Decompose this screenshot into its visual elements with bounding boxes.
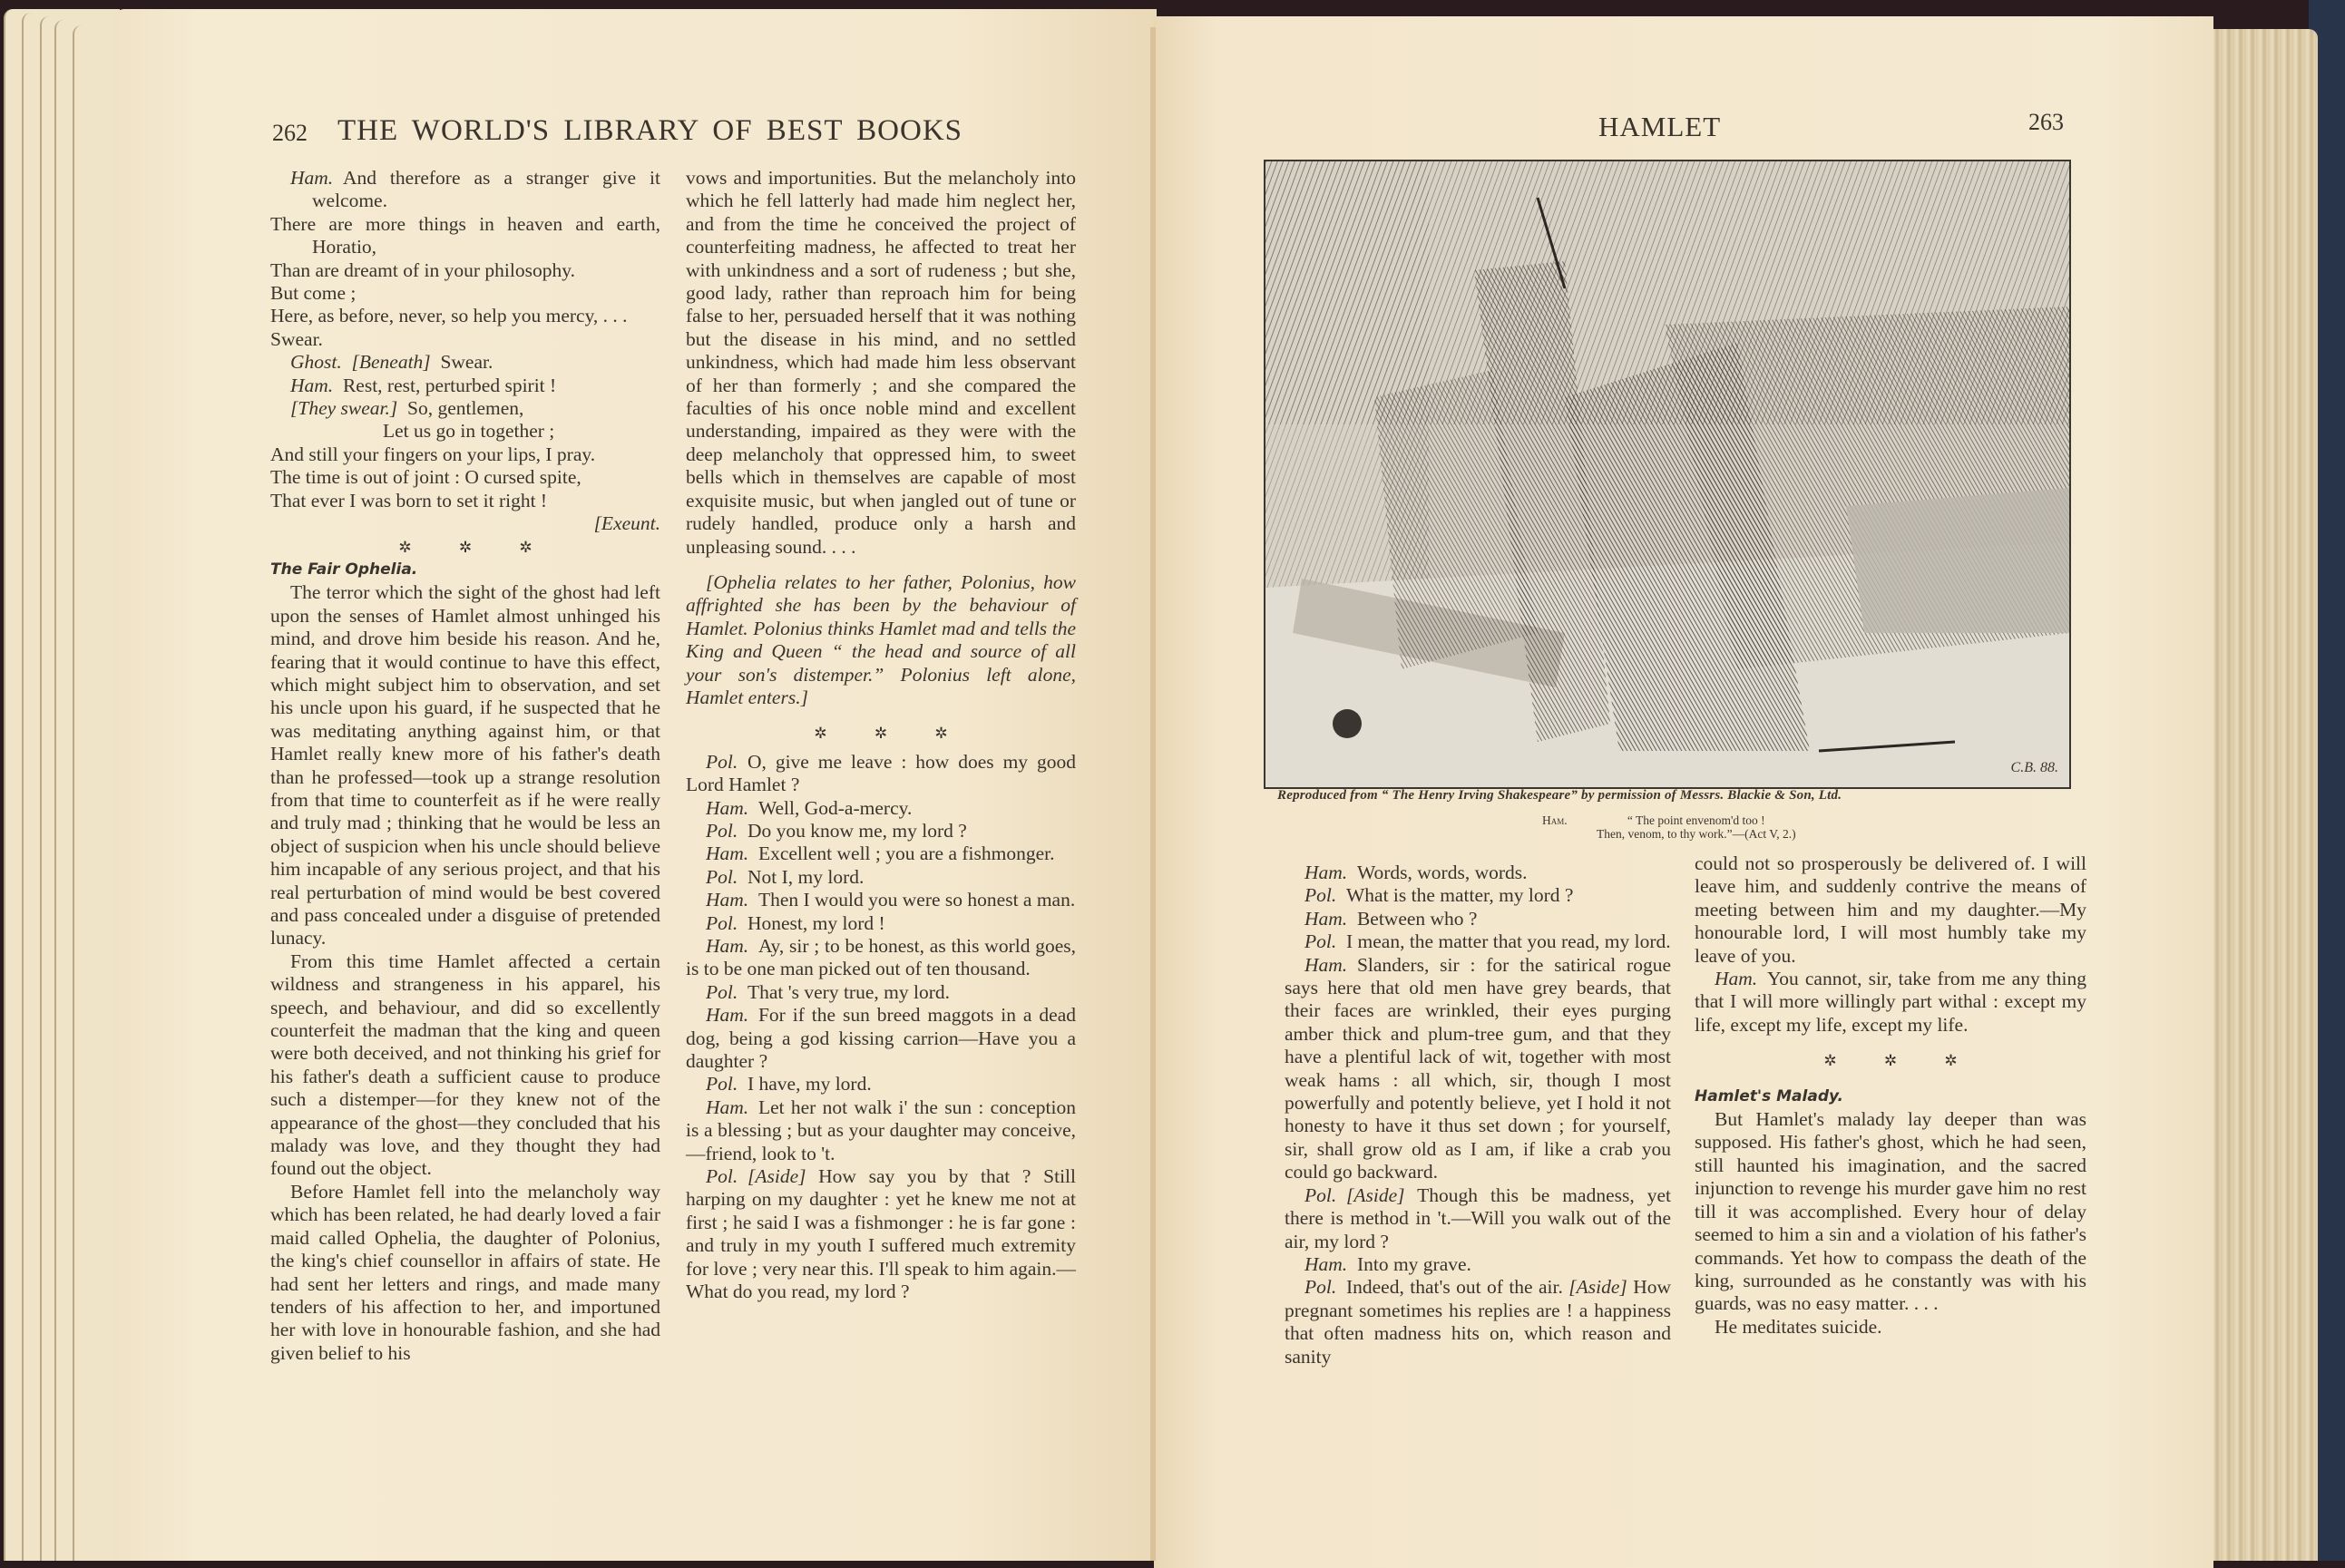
spacer xyxy=(686,709,1076,722)
verse-text: Than are dreamt of in your philosophy. xyxy=(270,258,575,281)
dialogue-line xyxy=(686,912,1076,935)
right-column-1 xyxy=(1285,862,1671,1368)
dialogue-text: Indeed, that's out of the air. xyxy=(1345,1276,1563,1299)
left-column-2 xyxy=(686,167,1076,1304)
verse-text: Rest, rest, perturbed spirit ! xyxy=(342,374,557,396)
dialogue-text: What is the matter, my lord ? xyxy=(1345,884,1574,907)
spacer xyxy=(686,559,1076,571)
stage-note: [Ophelia relates to her father, Polonius, how affrighted she has been by the behaviour of Hamlet. Polonius thinks Hamlet mad and tells the King and Queen “ the head and source of all your son's distemper.” Polonius left alone, Hamlet enters.] xyxy=(686,570,1076,708)
paragraph: The terror which the sight of the ghost had left upon the senses of Hamlet almost unhinged his mind, and drove him beside his reason. And he, fearing that it would continue to have this effect, which might subject him to observation, and set his uncle upon his guard, if he suspected that he was meditating anything against him, or that Hamlet really knew more of his father's death than he professed—took up a strange resolution from that time to counterfeit as if he were really and truly mad ; thinking that he would be less an object of suspicion when his uncle should believe him incapable of any serious project, and that his real perturbation of mind would be best covered and pass concealed under a disguise of pretended lunacy. xyxy=(270,581,660,950)
dialogue-line xyxy=(1285,1276,1671,1368)
dialogue-line xyxy=(1285,1184,1671,1253)
speaker-name: Ham. xyxy=(706,796,749,819)
speaker-name: Ham. xyxy=(1715,968,1758,990)
dialogue-text: Ay, sir ; to be honest, as this world goes, is to be one man picked out of ten thousand. xyxy=(686,935,1076,980)
verse-text: Here, as before, never, so help you mercy, . . . xyxy=(270,305,628,327)
verse-text: Swear. xyxy=(270,327,323,350)
dialogue-line xyxy=(686,1165,1076,1303)
verse-line xyxy=(270,305,660,327)
speaker-name: Ham. xyxy=(290,374,334,396)
verse-line xyxy=(270,443,660,466)
speaker-name: Ham. xyxy=(706,1004,749,1027)
dialogue-text: Not I, my lord. xyxy=(747,865,865,888)
verse-line xyxy=(270,328,660,351)
paragraph: From this time Hamlet affected a certain wildness and strangeness in his apparel, his speech, and behaviour, and did so excellently counterfeit the madman that the king and queen were both deceived, and not thinking his grief for his father's death a sufficient cause to produce such a distemper—for they knew not of the appearance of the ghost—they concluded that his malady was love, and they thought they had found out the object. xyxy=(270,950,660,1180)
right-column-2 xyxy=(1695,852,2086,1339)
dialogue-block xyxy=(1695,968,2086,1037)
verse-text: The time is out of joint : O cursed spite, xyxy=(270,466,581,489)
section-divider-stars: ✲ ✲ ✲ xyxy=(1823,1052,1958,1070)
verse-text: That ever I was born to set it right ! xyxy=(270,489,548,511)
dialogue-line xyxy=(1285,930,1671,953)
verse-text: Swear. xyxy=(440,351,493,374)
stage-direction: [Aside] xyxy=(1345,1183,1405,1206)
speaker-name: Pol. xyxy=(1304,884,1337,907)
verse-line xyxy=(270,466,660,489)
dialogue-line xyxy=(686,751,1076,797)
verse-block xyxy=(270,167,660,536)
dialogue-line xyxy=(1285,862,1671,884)
speaker-name: Ham. xyxy=(706,1096,749,1118)
dialogue-line xyxy=(686,797,1076,820)
verse-text: But come ; xyxy=(270,282,357,305)
right-page-edges xyxy=(2209,29,2318,1561)
dialogue-line xyxy=(686,866,1076,889)
dialogue-line xyxy=(1285,1253,1671,1276)
dialogue-text: Slanders, sir : for the satirical rogue says here that old men have grey beards, that their faces are wrinkled, their eyes purging amber thick and plum-tree gum, and that they have a plentiful lack of wit, together with most weak hams : all which, sir, though I most powerfully and potently believe, yet I hold it not honesty to have it thus set down ; for yourself, sir, shall grow old as I am, if like a crab you could go backward. xyxy=(1285,953,1671,1183)
verse-line xyxy=(270,282,660,305)
book-gutter xyxy=(1150,27,1156,1561)
paragraph: could not so prosperously be delivered of. I will leave him, and suddenly contrive the means of meeting between him and my daughter.—My honourable lord, I will most humbly take my leave of you. xyxy=(1695,852,2086,967)
verse-text: Let us go in together ; xyxy=(383,420,555,443)
stage-direction: [They swear.] xyxy=(290,397,398,420)
legend-speaker: Ham. xyxy=(1542,813,1568,827)
speaker-name: Pol. xyxy=(706,980,738,1003)
paragraph: Before Hamlet fell into the melancholy way which has been related, he had dearly loved a fair maid called Ophelia, the daughter of Polonius, the king's chief counsellor in affairs of state. He had sent her letters and rings, and made many tenders of his affection to her, and importuned her with love in honourable fashion, and she had given belief to his xyxy=(270,1180,660,1364)
speaker-name: Pol. xyxy=(706,1073,738,1096)
section-divider-stars: ✲ ✲ ✲ xyxy=(814,725,948,743)
dialogue-text: Well, God-a-mercy. xyxy=(757,796,913,819)
dialogue-block xyxy=(686,751,1076,1304)
illustration-credit: Reproduced from “ The Henry Irving Shakespeare” by permission of Messrs. Blackie & Son, Ltd. xyxy=(1277,788,1842,803)
stage-direction: [Aside] xyxy=(1568,1276,1627,1299)
dialogue-line xyxy=(1695,968,2086,1037)
illustration-hamlet-duel xyxy=(1264,160,2071,789)
dialogue-line xyxy=(686,1004,1076,1073)
paragraph: vows and importunities. But the melancholy into which he fell latterly had made him neglect her, and from the time he conceived the project of counterfeiting madness, he affected to treat her with unkindness and a sort of rudeness ; but she, good lady, rather than reproach him for being false to her, persuaded herself that it was nothing but the disease in his mind, and no settled unkindness, which had made him less observant of her than formerly ; and she compared the faculties of his once noble mind and excellent understanding, impaired as they were with the deep melancholy that oppressed him, to sweet bells which in themselves are capable of most exquisite music, but when jangled out of tune or rudely handled, produce only a harsh and unpleasing sound. . . . xyxy=(686,167,1076,558)
dialogue-line xyxy=(686,842,1076,865)
running-head-right: HAMLET xyxy=(1598,111,1722,142)
artist-signature: C.B. 88. xyxy=(2010,760,2058,775)
speaker-name: Pol. xyxy=(706,911,738,934)
running-head-left: THE WORLD'S LIBRARY OF BEST BOOKS xyxy=(337,114,963,147)
section-heading: Hamlet's Malady. xyxy=(1695,1086,1843,1105)
paragraph: But Hamlet's malady lay deeper than was supposed. His father's ghost, which he had seen, still haunted his imagination, and the sacred injunction to revenge his murder gave him no rest till it was accomplished. Every hour of delay seemed to him a sin and a violation of his father's commands. Yet how to compass the death of the king, surrounded as he constantly was with his guards, was no easy matter. . . . xyxy=(1695,1108,2086,1315)
verse-line xyxy=(270,420,660,443)
paragraph: He meditates suicide. xyxy=(1715,1315,1882,1338)
verse-line xyxy=(270,375,660,397)
speaker-name: Pol. xyxy=(1304,930,1337,953)
verse-line xyxy=(270,490,660,512)
speaker-name: Ham. xyxy=(1304,953,1348,976)
page-number-right: 263 xyxy=(2028,109,2064,135)
stage-direction: [Aside] xyxy=(747,1165,806,1188)
dialogue-text: For if the sun breed maggots in a dead dog, being a god kissing carrion—Have you a daughter ? xyxy=(686,1004,1076,1073)
dialogue-text: That 's very true, my lord. xyxy=(747,980,950,1003)
dialogue-text: Words, words, words. xyxy=(1356,862,1528,883)
speaker-name: Pol. xyxy=(706,1165,738,1188)
left-page-edges xyxy=(0,9,118,1561)
dialogue-text: Honest, my lord ! xyxy=(747,911,885,934)
dialogue-line xyxy=(686,889,1076,911)
speaker-name: Ghost. xyxy=(290,351,342,374)
verse-text: And therefore as a stranger give it welcome. xyxy=(312,167,660,212)
dialogue-line xyxy=(1285,884,1671,907)
spacer xyxy=(1695,1037,2086,1049)
speaker-name: Ham. xyxy=(706,842,749,865)
dialogue-line xyxy=(1285,908,1671,930)
speaker-name: Pol. xyxy=(706,865,738,888)
verse-line xyxy=(270,512,660,535)
legend-line: Then, venom, to thy work.”—(Act V, 2.) xyxy=(1597,827,1796,841)
verse-line xyxy=(270,351,660,374)
dialogue-line xyxy=(1285,954,1671,1184)
dialogue-text: Then I would you were so honest a man. xyxy=(757,889,1076,911)
dialogue-text: Into my grave. xyxy=(1356,1252,1471,1275)
dialogue-line xyxy=(686,1096,1076,1165)
dialogue-text: Excellent well ; you are a fishmonger. xyxy=(757,842,1055,865)
page-number-left: 262 xyxy=(272,120,308,146)
verse-line xyxy=(270,397,660,420)
speaker-name: Pol. xyxy=(1304,1276,1337,1299)
dialogue-text: O, give me leave : how does my good Lord Hamlet ? xyxy=(686,750,1076,796)
verse-line xyxy=(270,259,660,282)
dialogue-text: You cannot, sir, take from me any thing that I will more willingly part withal : except my life, except my life, except my life. xyxy=(1695,968,2086,1036)
section-divider-stars: ✲ ✲ ✲ xyxy=(398,538,533,556)
verse-text: There are more things in heaven and earth, Horatio, xyxy=(270,212,660,258)
illustration-legend xyxy=(1542,813,1796,841)
dialogue-line xyxy=(686,935,1076,981)
stage-direction: [Beneath] xyxy=(351,351,431,374)
dialogue-text: Do you know me, my lord ? xyxy=(747,819,967,842)
helmet-on-floor xyxy=(1333,709,1362,738)
dialogue-block xyxy=(1285,862,1671,1368)
section-heading: The Fair Ophelia. xyxy=(270,560,418,579)
speaker-name: Ham. xyxy=(1304,907,1348,930)
dialogue-line xyxy=(686,981,1076,1004)
speaker-name: Ham. xyxy=(1304,862,1348,883)
speaker-name: Ham. xyxy=(706,889,749,911)
speaker-name: Pol. xyxy=(1304,1183,1337,1206)
spacer xyxy=(1695,1073,2086,1086)
dialogue-text: Let her not walk i' the sun : conception is a blessing ; but as your daughter may conceive,—friend, look to 't. xyxy=(686,1096,1076,1164)
speaker-name: Ham. xyxy=(290,167,334,189)
verse-text: So, gentlemen, xyxy=(407,397,524,420)
speaker-name: Pol. xyxy=(706,750,738,773)
engraving xyxy=(1265,161,2069,787)
left-column-1 xyxy=(270,167,660,1365)
legend-line: “ The point envenom'd too ! xyxy=(1627,813,1765,827)
dialogue-text: How say you by that ? Still harping on my daughter : yet he knew me not at first ; he said I was a fishmonger : he is far gone : and truly in my youth I suffered much extremity for love ; very near this. I'll speak to him again.—What do you read, my lord ? xyxy=(686,1165,1076,1303)
speaker-name: Pol. xyxy=(706,819,738,842)
dialogue-text: I mean, the matter that you read, my lord. xyxy=(1345,930,1671,953)
dialogue-text: Between who ? xyxy=(1356,907,1478,930)
dialogue-line xyxy=(686,1073,1076,1096)
dialogue-text: Though this be madness, yet there is method in 't.—Will you walk out of the air, my lord ? xyxy=(1285,1183,1671,1252)
table xyxy=(1846,488,2069,633)
verse-line xyxy=(270,213,660,259)
verse-text: And still your fingers on your lips, I pray. xyxy=(270,443,596,465)
dialogue-text: I have, my lord. xyxy=(747,1073,872,1096)
verse-line xyxy=(270,167,660,213)
stage-direction: [Exeunt. xyxy=(593,512,660,535)
dialogue-line xyxy=(686,820,1076,842)
speaker-name: Ham. xyxy=(706,935,749,957)
speaker-name: Ham. xyxy=(1304,1252,1348,1275)
dialogue-text: How pregnant sometimes his replies are ! a happiness that often madness hits on, which reason and sanity xyxy=(1285,1276,1671,1368)
